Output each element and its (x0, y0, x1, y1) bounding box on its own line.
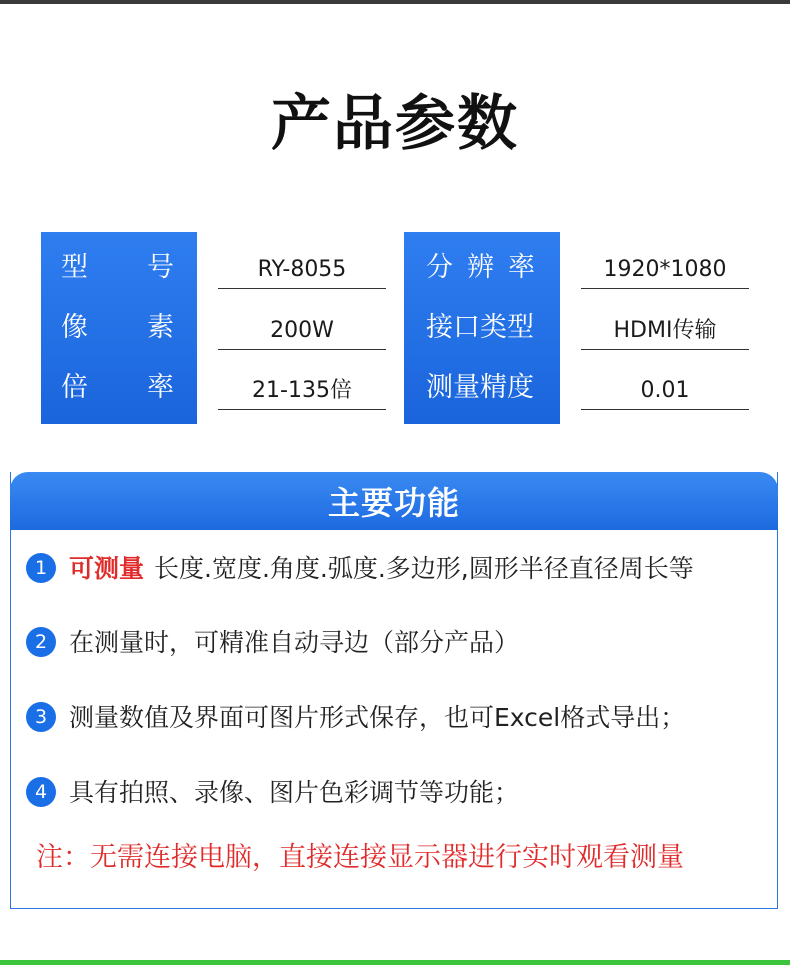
label-char: 分 (426, 252, 453, 283)
feature-text: 具有拍照、录像、图片色彩调节等功能； (69, 778, 520, 807)
spec-value-pixels: 200W (218, 313, 386, 350)
feature-item-4 (26, 773, 519, 813)
bottom-divider (0, 960, 790, 965)
label-char: 型 (61, 252, 88, 283)
spec-label-block-right (404, 232, 560, 424)
feature-text: 长度.宽度.角度.弧度.多边形,圆形半径直径周长等 (154, 554, 694, 583)
spec-value-magnification: 21-135倍 (218, 373, 386, 410)
number-1-icon: 1 (26, 553, 56, 583)
spec-label-pixels (41, 308, 197, 348)
spec-label-interface: 接口类型 (426, 312, 534, 343)
label-char: 素 (147, 312, 174, 343)
spec-value-precision: 0.01 (581, 373, 749, 410)
functions-title: 主要功能 (10, 472, 778, 530)
spec-label-block-left (41, 232, 197, 424)
label-char: 辨 (467, 252, 494, 283)
feature-highlight: 可测量 (69, 554, 145, 583)
feature-item-3 (26, 698, 685, 738)
spec-value-resolution: 1920*1080 (581, 252, 749, 289)
spec-label-precision: 测量精度 (426, 372, 534, 403)
number-4-icon: 4 (26, 777, 56, 807)
spec-value-model: RY-8055 (218, 252, 386, 289)
label-char: 号 (147, 252, 174, 283)
spec-label-magnification (41, 368, 197, 408)
label-char: 倍 (61, 372, 88, 403)
label-char: 像 (61, 312, 88, 343)
feature-text: 测量数值及界面可图片形式保存，也可Excel格式导出； (69, 703, 686, 732)
top-divider (0, 0, 790, 4)
number-3-icon: 3 (26, 702, 56, 732)
spec-label-model (41, 248, 197, 288)
label-char: 率 (508, 252, 535, 283)
feature-text: 在测量时，可精准自动寻边（部分产品） (69, 628, 520, 657)
feature-item-2 (26, 623, 519, 663)
page-title: 产品参数 (271, 89, 519, 159)
note-text: 注：无需连接电脑，直接连接显示器进行实时观看测量 (36, 842, 684, 873)
feature-item-1 (26, 549, 694, 589)
spec-label-resolution (404, 248, 560, 288)
number-2-icon: 2 (26, 627, 56, 657)
label-char: 率 (147, 372, 174, 403)
spec-value-interface: HDMI传输 (581, 313, 749, 350)
